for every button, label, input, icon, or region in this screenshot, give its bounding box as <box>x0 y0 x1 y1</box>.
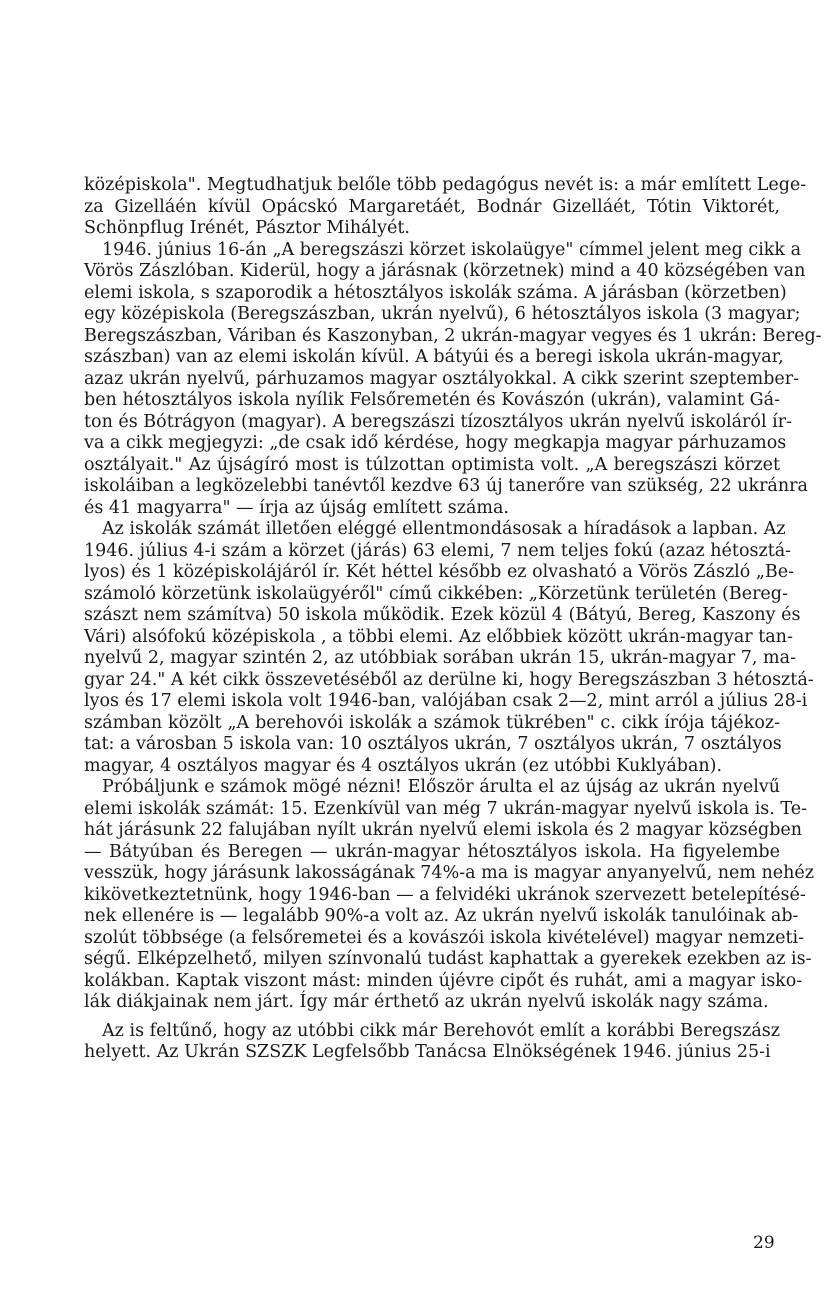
text-line: gyar 24." A két cikk összevetéséből az derülne ki, hogy Beregszászban 3 hétosztá- <box>84 669 814 690</box>
text-line: kikövetkeztetnünk, hogy 1946-ban — a felvidéki ukránok szervezett betelepítésé- <box>84 884 806 905</box>
text-line: Az iskolák számát illetően eléggé ellentmondásosak a híradások a lapban. Az <box>102 519 786 539</box>
text-line: osztályait." Az újságíró most is túlzottan optimista volt. „A beregszászi körzet <box>84 454 780 475</box>
text-line: lák diákjainak nem járt. Így már érthető az ukrán nyelvű iskolák nagy száma. <box>84 992 769 1012</box>
text-line: és 41 magyarra" — írja az újság említett száma. <box>84 497 509 518</box>
text-line: Az is feltűnő, hogy az utóbbi cikk már Berehovót említ a korábbi Beregszász <box>102 1020 780 1041</box>
text-line: középiskola". Megtudhatjuk belőle több pedagógus nevét is: a már említett Lege- <box>84 175 807 195</box>
text-line: lyos) és 1 középiskolájáról ír. Két héttel később ez olvasható a Vörös Zászló „Be- <box>84 562 795 582</box>
text-line: Vári) alsófokú középiskola , a többi elemi. Az előbbiek között ukrán-magyar tan- <box>84 626 793 647</box>
text-line: elemi iskola, s szaporodik a hétosztályos iskolák száma. A járásban (körzetben) <box>84 282 787 303</box>
text-line: számban közölt „A berehovói iskolák a számok tükrében" c. cikk írója tájékoz- <box>84 712 780 733</box>
paragraph <box>84 1021 780 1064</box>
text-line: Beregszászban, Váriban és Kaszonyban, 2 ukrán-magyar vegyes és 1 ukrán: Bereg- <box>84 325 822 346</box>
text-line: 1946. július 4-i szám a körzet (járás) 63 elemi, 7 nem teljes fokú (azaz hétosztá- <box>84 540 792 561</box>
page-text <box>84 175 822 1064</box>
page-number: 29 <box>753 1233 775 1253</box>
text-line: nyelvű 2, magyar szintén 2, az utóbbiak sorában ukrán 15, ukrán-magyar 7, ma- <box>84 648 796 668</box>
paragraph <box>84 239 822 520</box>
text-line: Vörös Zászlóban. Kiderül, hogy a járásnak (körzetnek) mind a 40 községében van <box>84 261 806 281</box>
text-line: szászban) van az elemi iskolán kívül. A bátyúi és a beregi iskola ukrán-magyar, <box>84 347 784 367</box>
paragraph <box>84 175 807 240</box>
text-line: szolút többsége (a felsőremetei és a kovászói iskola kivételével) magyar nemzeti- <box>84 927 805 948</box>
text-line: ségű. Elképzelhető, milyen színvonalú tudást kaphattak a gyerekek ezekben az is- <box>84 949 812 969</box>
text-line: Schönpflug Irénét, Pásztor Mihályét. <box>84 218 410 238</box>
paragraph <box>84 777 814 1014</box>
text-line: kolákban. Kaptak viszont mást: minden újévre cipőt és ruhát, ami a magyar isko- <box>84 970 803 991</box>
text-line: tat: a városban 5 iskola van: 10 osztályos ukrán, 7 osztályos ukrán, 7 osztályos <box>84 734 782 754</box>
text-line: elemi iskolák számát: 15. Ezenkívül van még 7 ukrán-magyar nyelvű iskola is. Te- <box>84 798 807 819</box>
text-line: számoló körzetünk iskolaügyéről" című cikkében: „Körzetünk területén (Bereg- <box>84 583 788 604</box>
text-line: ton és Bótrágyon (magyar). A beregszászi tízosztályos ukrán nyelvű iskoláról ír- <box>84 411 792 432</box>
text-line: vesszük, hogy járásunk lakosságának 74%-a ma is magyar anyanyelvű, nem nehéz <box>84 863 814 883</box>
text-line: azaz ukrán nyelvű, párhuzamos magyar osztályokkal. A cikk szerint szeptember- <box>84 368 800 389</box>
text-line: hát járásunk 22 falujában nyílt ukrán nyelvű elemi iskola és 2 magyar községben <box>84 820 803 840</box>
text-line: ben hétosztályos iskola nyílik Felsőremetén és Kovászón (ukrán), valamint Gá- <box>84 390 780 410</box>
text-line: nek ellenére is — legalább 90%-a volt az. Az ukrán nyelvű iskolák tanulóinak ab- <box>84 906 799 926</box>
text-line: — Bátyúban és Beregen — ukrán-magyar hétosztályos iskola. Ha figyelembe <box>84 841 780 862</box>
text-line: helyett. Az Ukrán SZSZK Legfelsőbb Tanácsa Elnökségének 1946. június 25-i <box>84 1042 771 1062</box>
text-line: Próbáljunk e számok mögé nézni! Először árulta el az újság az ukrán nyelvű <box>102 777 780 797</box>
text-line: egy középiskola (Beregszászban, ukrán nyelvű), 6 hétosztályos iskola (3 magyar; <box>84 304 801 324</box>
paragraph <box>84 519 814 777</box>
text-line: magyar, 4 osztályos magyar és 4 osztályos ukrán (ez utóbbi Kuklyában). <box>84 755 723 776</box>
text-line: szászt nem számítva) 50 iskola működik. Ezek közül 4 (Bátyú, Bereg, Kaszony és <box>84 605 801 625</box>
text-line: va a cikk megjegyzi: „de csak idő kérdése, hogy megkapja magyar párhuzamos <box>84 433 787 453</box>
text-line: iskoláiban a legközelebbi tanévtől kezdve 63 új tanerőre van szükség, 22 ukránra <box>84 476 808 496</box>
text-line: lyos és 17 elemi iskola volt 1946-ban, valójában csak 2—2, mint arról a július 28-i <box>84 691 808 711</box>
text-line: za Gizelláén kívül Opácskó Margaretáét, Bodnár Gizelláét, Tótin Viktorét, <box>84 196 780 217</box>
text-line: 1946. június 16-án „A beregszászi körzet iskolaügye" címmel jelent meg cikk a <box>102 239 802 260</box>
